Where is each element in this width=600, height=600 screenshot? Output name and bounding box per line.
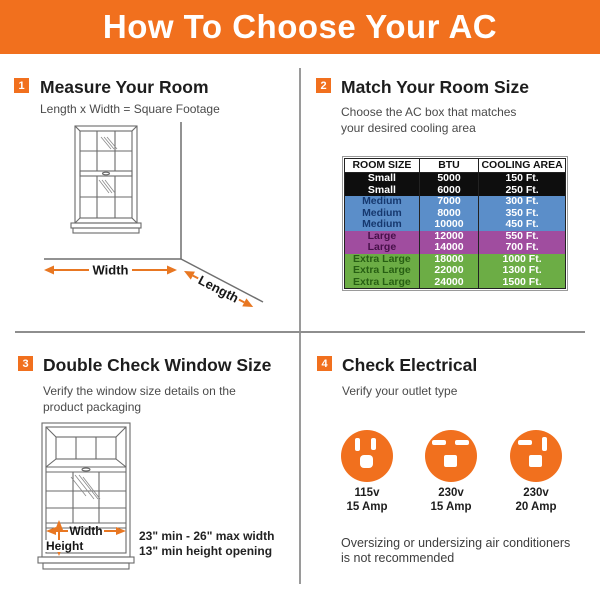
horizontal-divider [15,331,585,333]
step2-title: Match Your Room Size [341,77,529,97]
step1-subtitle: Length x Width = Square Footage [40,102,220,116]
room-size-cell: Medium [345,219,420,231]
btu-cell: 5000 [420,173,479,185]
length-arrow-icon [181,264,257,313]
btu-cell: 24000 [420,277,479,289]
outlet3-amps: 20 Amp [515,501,557,513]
room-size-cell: Medium [345,208,420,220]
area-cell: 1300 Ft. [502,264,542,277]
room-size-cell: Large [345,242,420,254]
table-row [345,219,565,231]
table-row [345,277,565,289]
step4-title: Check Electrical [342,355,478,375]
step4-subtitle: Verify your outlet type [342,384,458,398]
outlet2-voltage: 230v [438,487,464,499]
btu-cell: 8000 [420,208,479,220]
step1-title: Measure Your Room [40,77,209,97]
btu-cell: 22000 [420,265,479,277]
room-size-cell: Small [345,173,420,185]
area-cell: 450 Ft. [505,218,539,231]
step2-subtitle-line1: Choose the AC box that matches [341,105,517,119]
table-row [345,265,565,277]
table-row [345,173,565,185]
room-size-cell: Medium [345,196,420,208]
step2-subtitle-line2: your desired cooling area [341,121,476,135]
step1-badge: 1 [14,78,29,93]
btu-cell: 7000 [420,196,479,208]
outlet3-label [491,486,581,514]
outlet2-label [406,486,496,514]
outlet3-voltage: 230v [523,487,549,499]
window-width-label: Width [69,524,103,538]
btu-cell: 6000 [420,185,479,197]
width-label: Width [92,262,129,278]
col-header-room-size: ROOM SIZE [345,159,420,172]
btu-cell: 18000 [420,254,479,266]
outlet-230v-20amp-icon [504,429,568,483]
step3-subtitle-line2: product packaging [43,400,142,414]
page-title: How To Choose Your AC [102,8,498,45]
room-size-cell: Small [345,185,420,197]
room-size-cell: Extra Large [345,277,420,289]
table-header-row [345,159,565,173]
window-size-note-line2: 13" min height opening [139,544,273,558]
step2-badge: 2 [316,78,331,93]
room-measure-illustration [0,118,300,323]
col-header-cooling-area: COOLING AREA [481,159,563,171]
room-size-cell: Extra Large [345,265,420,277]
area-cell: 700 Ft. [505,241,539,254]
length-label: Length [195,272,242,306]
step3-subtitle-line1: Verify the window size details on the [43,384,236,398]
area-cell: 250 Ft. [505,183,539,196]
area-cell: 1000 Ft. [502,252,542,265]
table-row [345,196,565,208]
area-cell: 550 Ft. [505,229,539,242]
window-icon [71,126,141,233]
outlet1-amps: 15 Amp [346,501,388,513]
step3-subtitle [43,383,236,415]
area-cell: 150 Ft. [505,172,539,185]
electrical-note-line2: is not recommended [341,551,455,565]
btu-cell: 12000 [420,231,479,243]
step3-title: Double Check Window Size [43,355,272,375]
col-header-btu: BTU [420,159,479,172]
outlet-115v-15amp-icon [335,429,399,483]
room-size-table [342,156,568,291]
room-size-cell: Large [345,231,420,243]
outlet1-label [322,486,412,514]
table-row [345,242,565,254]
btu-cell: 14000 [420,242,479,254]
area-cell: 300 Ft. [505,195,539,208]
step4-badge: 4 [317,356,332,371]
outlet2-amps: 15 Amp [430,501,472,513]
outlet1-voltage: 115v [354,487,380,499]
area-cell: 1500 Ft. [502,275,542,288]
btu-cell: 10000 [420,219,479,231]
room-size-cell: Extra Large [345,254,420,266]
step2-subtitle [341,104,516,136]
window-size-note-line1: 23" min - 26" max width [139,529,275,543]
outlet-230v-15amp-icon [419,429,483,483]
header-banner [0,0,600,54]
width-arrow-icon [44,263,177,278]
window-height-label: Height [46,539,84,553]
electrical-note-line1: Oversizing or undersizing air conditioners [341,536,571,550]
area-cell: 350 Ft. [505,206,539,219]
step3-badge: 3 [18,356,33,371]
